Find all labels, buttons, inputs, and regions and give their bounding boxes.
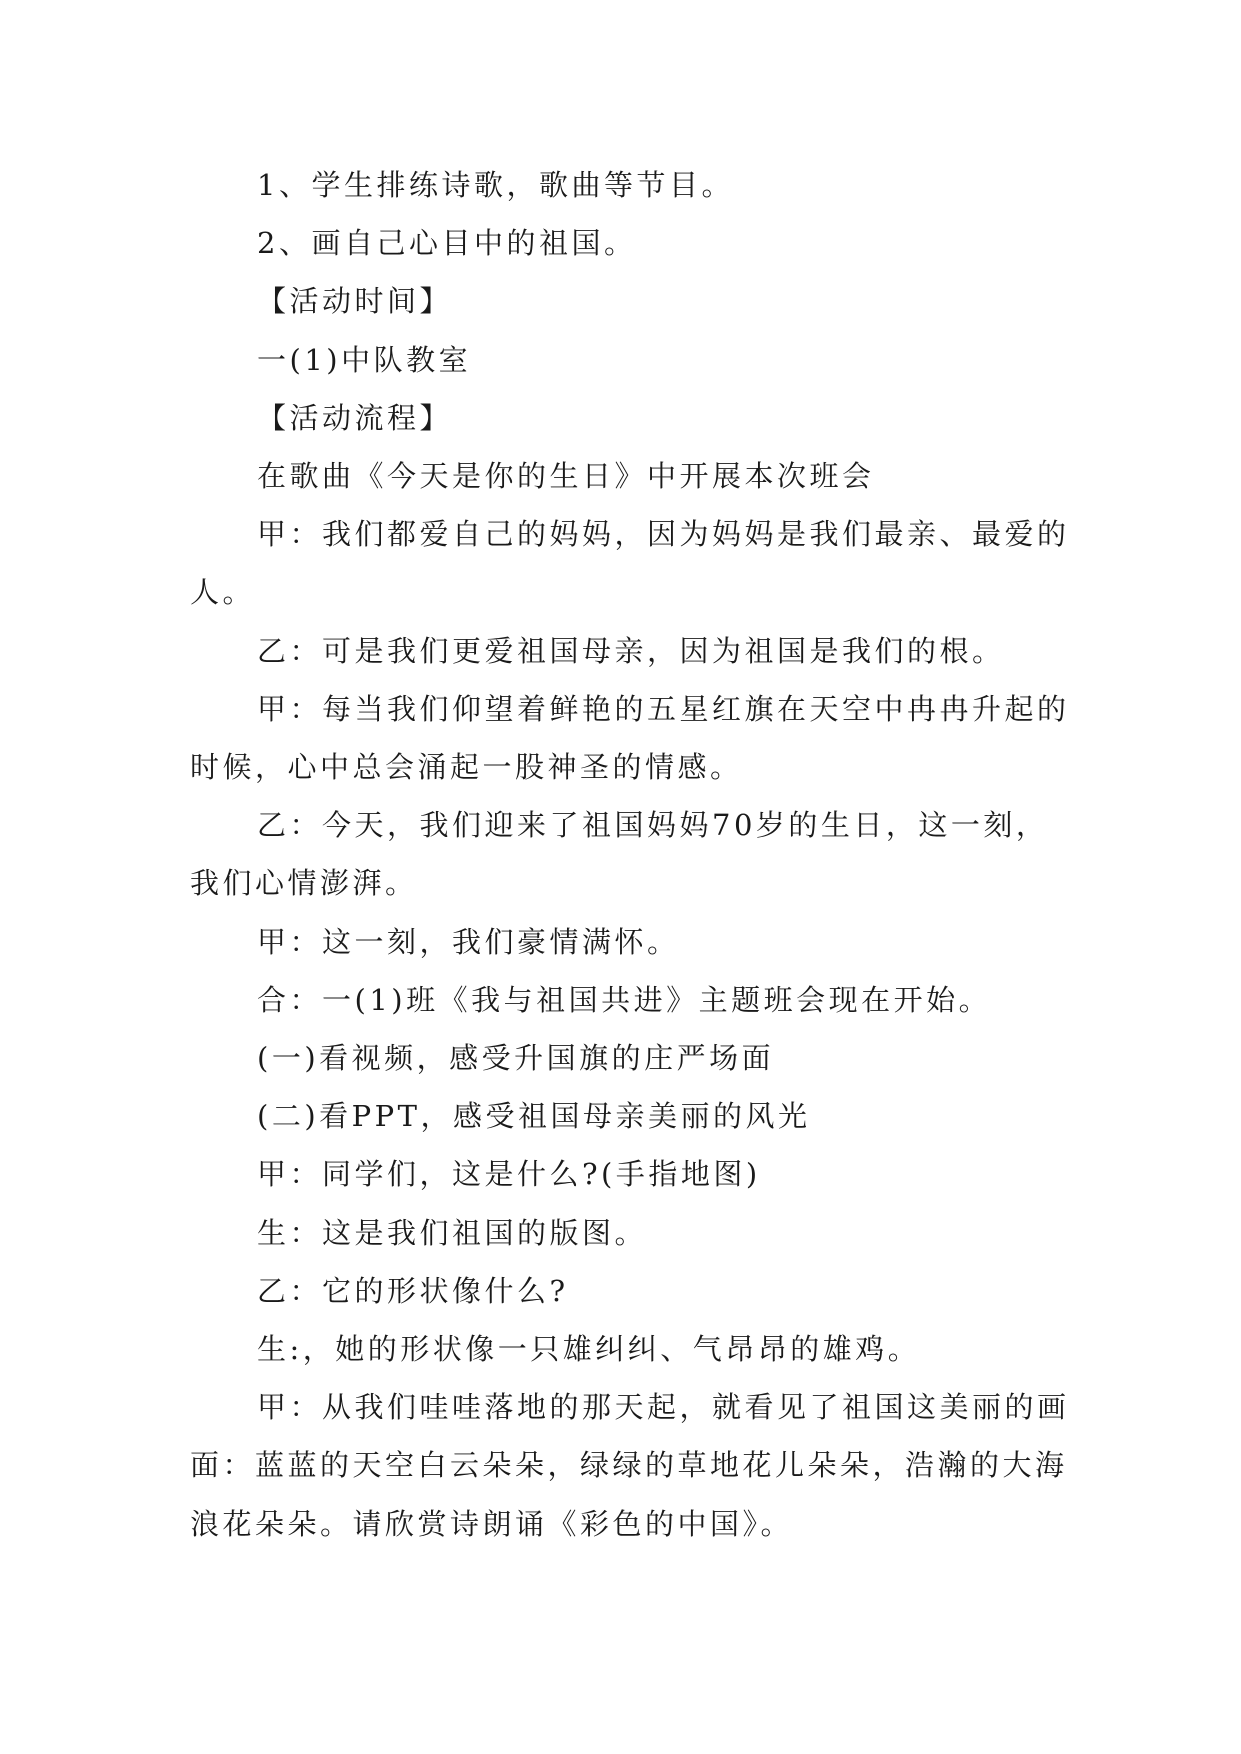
dialogue-line: 乙：可是我们更爱祖国母亲，因为祖国是我们的根。 [257,633,1005,668]
paragraph-draw-motherland: 2、画自己心目中的祖国。 [257,226,637,261]
section-item-video: (一)看视频，感受升国旗的庄严场面 [257,1041,775,1076]
document-body [190,156,1070,1553]
heading-activity-time: 【活动时间】 [257,284,453,319]
section-item-ppt: (二)看PPT，感受祖国母亲美丽的风光 [257,1099,811,1134]
dialogue-line: 甲：我们都爱自己的妈妈，因为妈妈是我们最亲、最爱的人。 [190,517,1070,610]
dialogue-line: 乙：今天，我们迎来了祖国妈妈70岁的生日，这一刻，我们心情澎湃。 [190,808,1049,901]
dialogue-line: 甲：每当我们仰望着鲜艳的五星红旗在天空中冉冉升起的时候，心中总会涌起一股神圣的情感。 [190,691,1070,785]
dialogue-line: 生:，她的形状像一只雄纠纠、气昂昂的雄鸡。 [257,1332,921,1367]
paragraph-rehearse-poems: 1、学生排练诗歌，歌曲等节目。 [257,168,734,202]
dialogue-line: 生：这是我们祖国的版图。 [257,1215,648,1250]
dialogue-line: 甲：同学们，这是什么?(手指地图) [257,1157,761,1192]
heading-activity-process: 【活动流程】 [257,400,453,435]
dialogue-line: 甲：这一刻，我们豪情满怀。 [257,924,680,959]
paragraph-opening-song: 在歌曲《今天是你的生日》中开展本次班会 [257,459,875,494]
paragraph-classroom: 一(1)中队教室 [257,342,472,377]
dialogue-line: 甲：从我们哇哇落地的那天起，就看见了祖国这美丽的画面：蓝蓝的天空白云朵朵，绿绿的草地花儿朵朵，浩瀚的大海浪花朵朵。请欣赏诗朗诵《彩色的中国》。 [190,1390,1070,1541]
dialogue-line: 乙：它的形状像什么? [257,1273,569,1308]
dialogue-line: 合：一(1)班《我与祖国共进》主题班会现在开始。 [257,982,992,1017]
